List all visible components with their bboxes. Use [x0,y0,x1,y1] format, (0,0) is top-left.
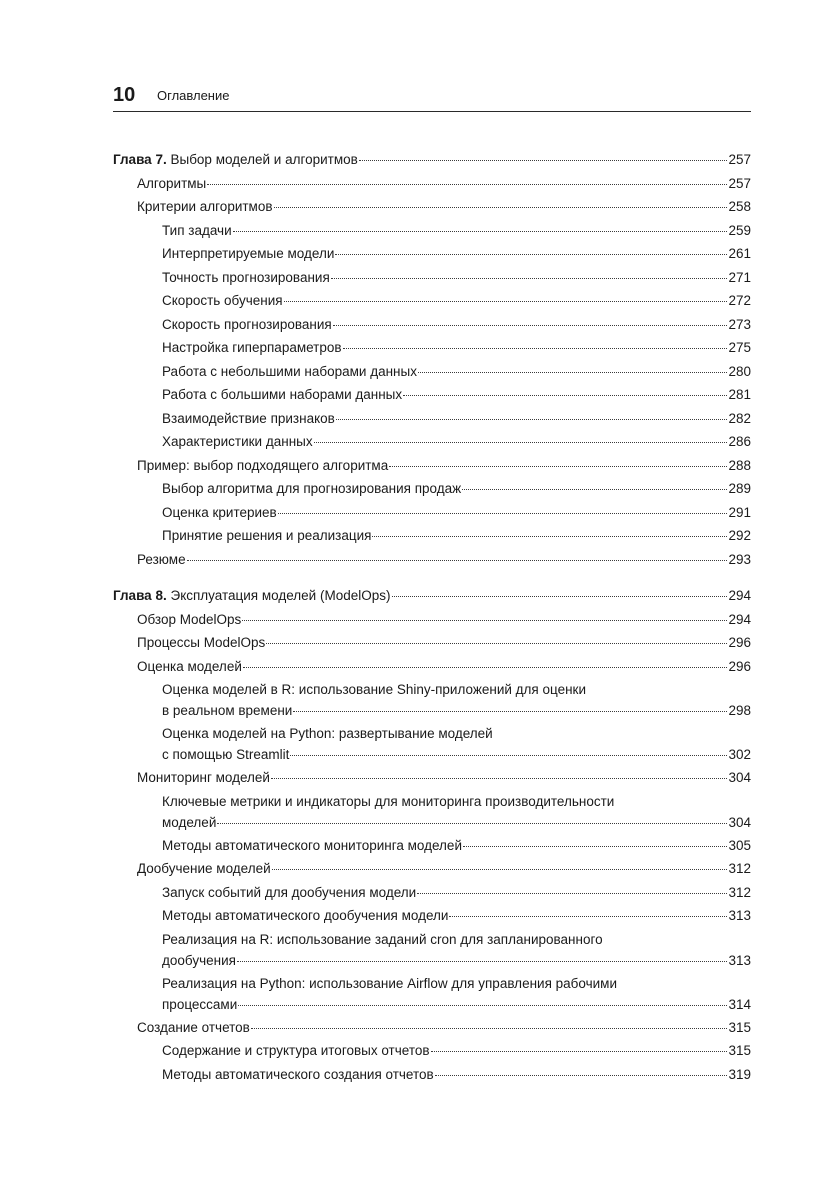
dot-leader [217,823,727,824]
page-ref: 312 [728,884,751,900]
toc-entry[interactable] [113,857,751,881]
table-of-contents [113,148,751,1086]
toc-entry-last-line [113,950,751,971]
page-ref: 257 [728,152,751,167]
dot-leader [431,1051,728,1052]
dot-leader [359,160,728,161]
dot-leader [207,184,727,185]
toc-entry-text: Методы автоматического дообучения модели [162,908,449,923]
chapter-label: Глава 8. [113,588,167,603]
toc-entry-text: Методы автоматического мониторинга моделей [162,837,462,853]
dot-leader [417,893,727,894]
toc-entry-text: Создание отчетов [137,1019,250,1035]
toc-entry-text: Резюме [137,551,186,567]
page-ref: 282 [728,410,751,426]
toc-entry-text: Точность прогнозирования [162,269,330,285]
page-ref: 258 [728,199,751,214]
page-ref: 286 [728,434,751,449]
toc-entry-text: Процессы ModelOps [137,635,266,650]
toc-entry-text: Мониторинг моделей [137,770,270,785]
toc-entry[interactable] [113,548,751,572]
toc-entry[interactable] [113,289,751,313]
dot-leader [278,513,728,514]
toc-entry-last-line [113,700,751,721]
page-ref: 294 [728,588,751,603]
toc-entry[interactable] [113,904,751,928]
page-ref: 280 [728,363,751,379]
toc-entry-text-line: Реализация на R: использование заданий cron для запланированного [162,931,603,947]
toc-entry-text: Принятие решения и реализация [162,528,372,543]
page-ref: 315 [728,1019,751,1035]
page-ref: 304 [728,814,751,830]
dot-leader [392,596,728,597]
page-ref: 304 [728,770,751,785]
toc-entry-text: Интерпретируемые модели [162,246,335,261]
dot-leader [403,395,727,396]
dot-leader [336,419,728,420]
chapter-section [113,148,751,571]
toc-entry[interactable] [113,722,751,766]
running-title: Оглавление [157,88,230,103]
dot-leader [293,711,727,712]
dot-leader [233,231,728,232]
chapter-title: Выбор моделей и алгоритмов [170,152,358,167]
toc-entry[interactable] [113,834,751,858]
toc-entry[interactable] [113,1063,751,1087]
dot-leader [343,348,728,349]
toc-entry[interactable] [113,790,751,834]
chapter-heading[interactable] [113,148,751,172]
toc-entry[interactable] [113,881,751,905]
toc-entry-text: Взаимодействие признаков [162,410,335,426]
toc-entry-text: Выбор алгоритма для прогнозирования продаж [162,481,462,496]
toc-entry-text: Работа с небольшими наборами данных [162,363,417,379]
toc-entry-text: Работа с большими наборами данных [162,387,403,402]
toc-entry[interactable] [113,407,751,431]
toc-entry[interactable] [113,766,751,790]
chapter-section [113,584,751,1086]
toc-entry-text: моделей [162,814,217,830]
toc-entry[interactable] [113,501,751,525]
toc-entry-text: Скорость прогнозирования [162,316,332,332]
dot-leader [290,755,727,756]
page-ref: 319 [728,1066,751,1082]
page-ref: 289 [728,481,751,496]
toc-entry-text: Дообучение моделей [137,861,271,876]
chapter-heading-text [113,148,358,172]
toc-entry-text: дообучения [162,952,236,968]
toc-entry-last-line [113,812,751,833]
page-ref: 315 [728,1043,751,1058]
toc-entry[interactable] [113,928,751,972]
toc-entry[interactable] [113,454,751,478]
dot-leader [331,278,728,279]
toc-entry-text: с помощью Streamlit [162,747,290,762]
toc-entry[interactable] [113,430,751,454]
toc-entry[interactable] [113,655,751,679]
dot-leader [187,560,728,561]
page-ref: 257 [728,175,751,191]
chapter-heading-text [113,584,391,608]
page-ref: 296 [728,658,751,674]
page-ref: 291 [728,504,751,520]
toc-entry[interactable] [113,524,751,548]
toc-entry-text: Оценка критериев [162,504,277,520]
chapter-label: Глава 7. [113,152,167,167]
toc-entry[interactable] [113,383,751,407]
toc-entry-text: процессами [162,996,238,1012]
toc-entry[interactable] [113,172,751,196]
toc-entry[interactable] [113,678,751,722]
toc-entry[interactable] [113,360,751,384]
dot-leader [372,536,727,537]
page-ref: 313 [728,908,751,923]
dot-leader [335,254,727,255]
toc-entry[interactable] [113,219,751,243]
dot-leader [242,620,727,621]
dot-leader [243,667,728,668]
toc-entry[interactable] [113,972,751,1016]
toc-entry-text: Пример: выбор подходящего алгоритма [137,457,389,473]
toc-entry[interactable] [113,313,751,337]
toc-entry-text: Настройка гиперпараметров [162,340,342,355]
page-ref: 273 [728,316,751,332]
page-number: 10 [113,84,136,106]
page-ref: 313 [728,952,751,968]
toc-entry-text: Содержание и структура итоговых отчетов [162,1043,430,1058]
toc-entry-text: Методы автоматического создания отчетов [162,1066,434,1082]
dot-leader [463,846,727,847]
dot-leader [271,778,727,779]
page-header [113,84,751,112]
chapter-heading[interactable] [113,584,751,608]
toc-entry-text: в реальном времени [162,703,293,718]
dot-leader [266,643,727,644]
dot-leader [284,301,728,302]
toc-entry[interactable] [113,631,751,655]
page-ref: 271 [728,269,751,285]
toc-entry-text-line: Ключевые метрики и индикаторы для мониторинга производительности [162,793,615,809]
dot-leader [418,372,728,373]
toc-entry-last-line [113,744,751,765]
toc-entry-text: Скорость обучения [162,293,283,308]
toc-entry[interactable] [113,477,751,501]
dot-leader [238,1005,727,1006]
toc-entry-text: Запуск событий для дообучения модели [162,884,417,900]
toc-entry-text: Критерии алгоритмов [137,199,273,214]
toc-entry-text-line: Оценка моделей в R: использование Shiny-приложений для оценки [162,682,586,697]
dot-leader [462,489,727,490]
page-ref: 292 [728,528,751,543]
page-ref: 294 [728,611,751,627]
toc-entry[interactable] [113,336,751,360]
toc-entry[interactable] [113,1016,751,1040]
page-ref: 314 [728,996,751,1012]
chapter-title: Эксплуатация моделей (ModelOps) [170,588,391,603]
page-ref: 296 [728,635,751,650]
dot-leader [237,961,728,962]
dot-leader [314,442,728,443]
page-ref: 259 [728,222,751,238]
page-ref: 288 [728,457,751,473]
page-ref: 298 [728,703,751,718]
page-ref: 275 [728,340,751,355]
toc-entry-last-line [113,994,751,1015]
toc-entry-text: Обзор ModelOps [137,611,242,627]
dot-leader [333,325,728,326]
toc-entry-text-line: Оценка моделей на Python: развертывание моделей [162,726,493,741]
page-ref: 302 [728,747,751,762]
toc-entry-text: Характеристики данных [162,434,313,449]
dot-leader [389,466,727,467]
toc-entry[interactable] [113,266,751,290]
page-ref: 272 [728,293,751,308]
toc-entry-text: Тип задачи [162,222,232,238]
dot-leader [435,1075,728,1076]
dot-leader [449,916,727,917]
page-ref: 261 [728,246,751,261]
toc-entry[interactable] [113,1039,751,1063]
dot-leader [274,207,728,208]
dot-leader [251,1028,728,1029]
toc-entry-text: Алгоритмы [137,175,207,191]
toc-entry-text: Оценка моделей [137,658,242,674]
page-ref: 293 [728,551,751,567]
toc-entry[interactable] [113,608,751,632]
toc-entry[interactable] [113,242,751,266]
page-ref: 312 [728,861,751,876]
page-ref: 305 [728,837,751,853]
page-ref: 281 [728,387,751,402]
toc-entry-text-line: Реализация на Python: использование Airflow для управления рабочими [162,975,617,991]
dot-leader [272,869,728,870]
toc-entry[interactable] [113,195,751,219]
